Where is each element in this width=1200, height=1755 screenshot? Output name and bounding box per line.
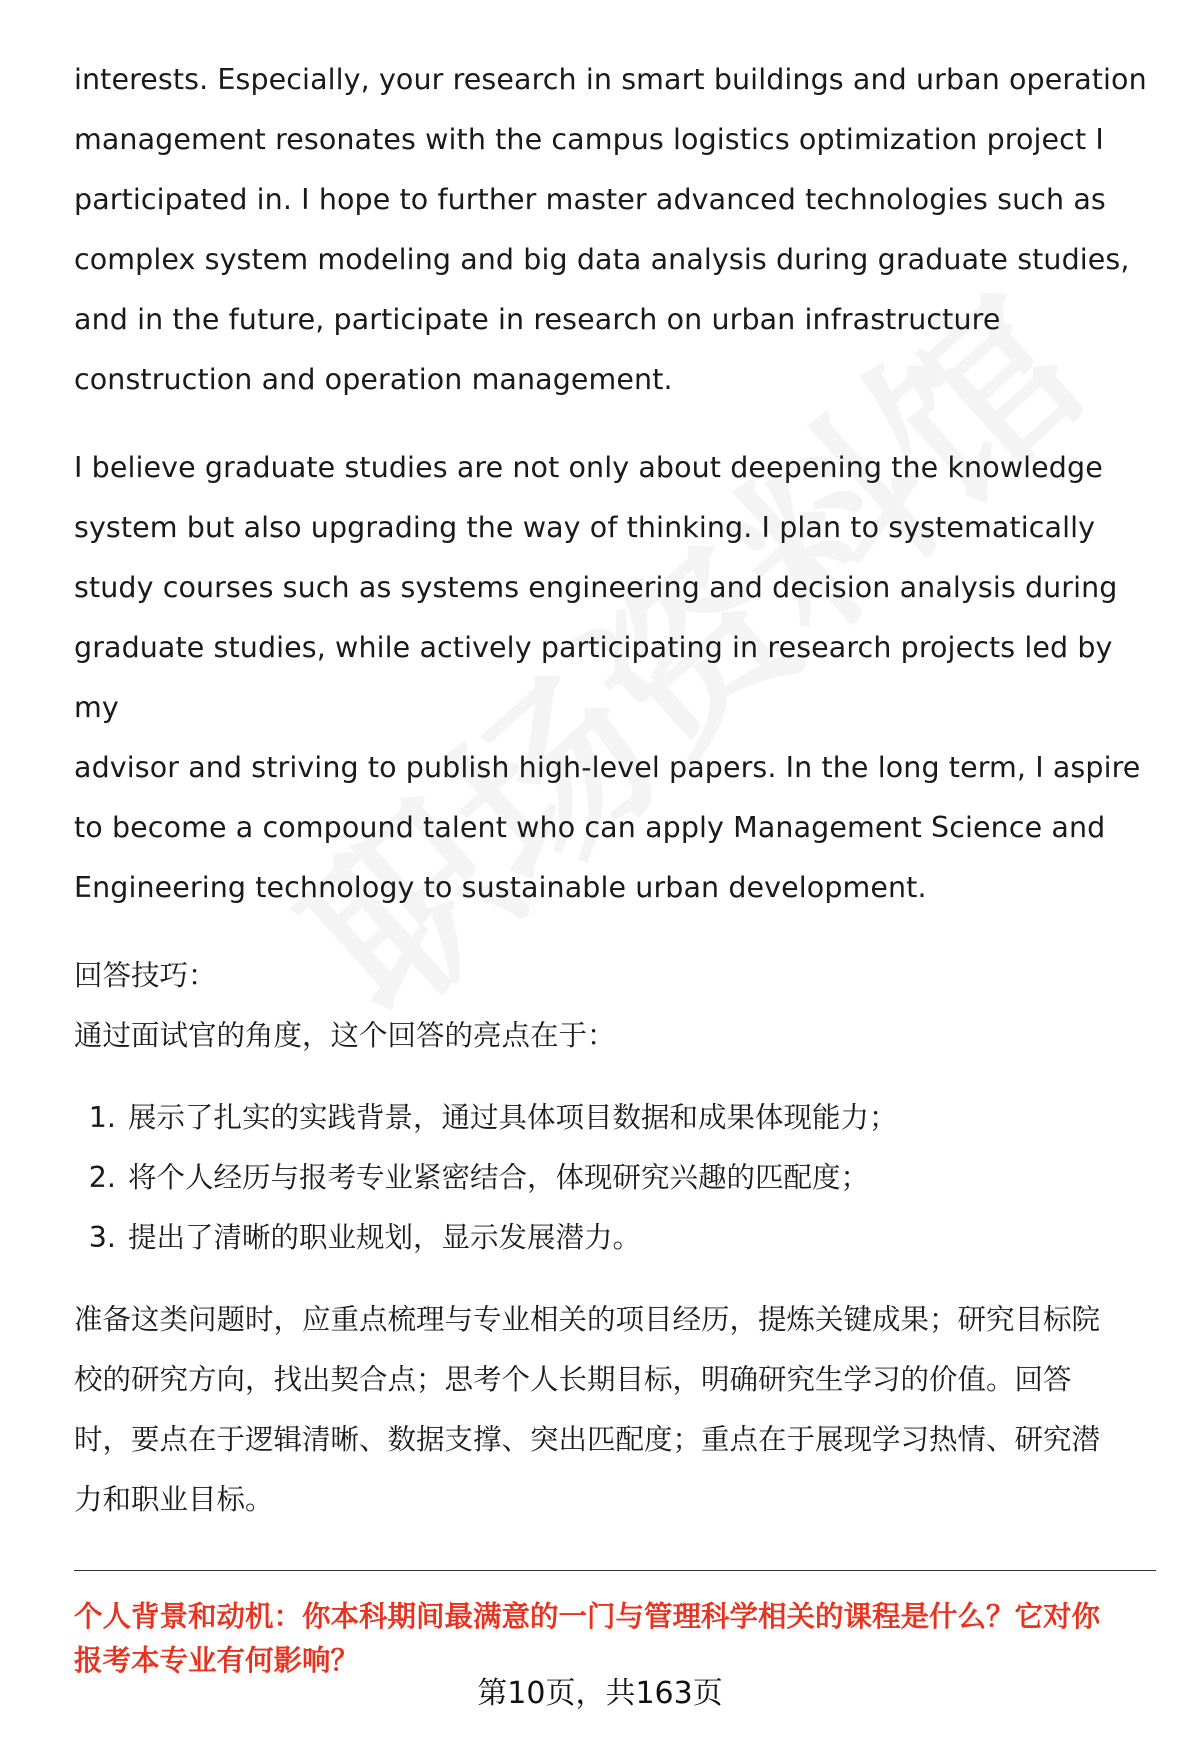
text-line: 个人背景和动机：你本科期间最满意的一门与管理科学相关的课程是什么？它对你 <box>74 1600 1101 1633</box>
text-line: 准备这类问题时，应重点梳理与专业相关的项目经历，提炼关键成果；研究目标院 <box>74 1303 1101 1336</box>
tips-intro: 通过面试官的角度，这个回答的亮点在于： <box>74 1019 616 1052</box>
list-number: 3. <box>88 1221 116 1254</box>
list-item-text: 展示了扎实的实践背景，通过具体项目数据和成果体现能力； <box>128 1101 898 1134</box>
list-item <box>74 1148 1156 1208</box>
document-page <box>74 50 1156 1683</box>
text-line: advisor and striving to publish high-level papers. In the long term, I aspire <box>74 751 1141 784</box>
answer-paragraph-1 <box>74 50 1156 410</box>
list-item <box>74 1208 1156 1268</box>
text-line: participated in. I hope to further master advanced technologies such as <box>74 183 1106 216</box>
next-question-heading <box>74 1595 1156 1683</box>
list-number: 1. <box>88 1101 116 1134</box>
tips-list <box>74 1088 1156 1268</box>
text-line: 报考本专业有何影响？ <box>74 1644 360 1677</box>
list-number: 2. <box>88 1161 116 1194</box>
text-line: study courses such as systems engineering and decision analysis during <box>74 571 1118 604</box>
text-line: 时，要点在于逻辑清晰、数据支撑、突出匹配度；重点在于展现学习热情、研究潜 <box>74 1423 1101 1456</box>
text-line: construction and operation management. <box>74 363 673 396</box>
list-item-text: 将个人经历与报考专业紧密结合，体现研究兴趣的匹配度； <box>128 1161 870 1194</box>
section-divider <box>74 1570 1156 1571</box>
text-line: to become a compound talent who can apply Management Science and <box>74 811 1106 844</box>
text-line: and in the future, participate in research on urban infrastructure <box>74 303 1001 336</box>
text-line: Engineering technology to sustainable urban development. <box>74 871 927 904</box>
page-number-footer: 第10页，共163页 <box>477 1676 723 1711</box>
text-line: complex system modeling and big data analysis during graduate studies, <box>74 243 1130 276</box>
tips-heading: 回答技巧： <box>74 959 217 992</box>
preparation-paragraph <box>74 1290 1156 1530</box>
text-line: 校的研究方向，找出契合点；思考个人长期目标，明确研究生学习的价值。回答 <box>74 1363 1072 1396</box>
answer-paragraph-2 <box>74 438 1156 918</box>
list-item <box>74 1088 1156 1148</box>
text-line: I believe graduate studies are not only about deepening the knowledge <box>74 451 1103 484</box>
text-line: interests. Especially, your research in smart buildings and urban operation <box>74 63 1147 96</box>
text-line: system but also upgrading the way of thinking. I plan to systematically <box>74 511 1096 544</box>
text-line: management resonates with the campus logistics optimization project I <box>74 123 1104 156</box>
text-line: 力和职业目标。 <box>74 1483 274 1516</box>
list-item-text: 提出了清晰的职业规划，显示发展潜力。 <box>128 1221 642 1254</box>
text-line: graduate studies, while actively participating in research projects led by my <box>74 631 1113 724</box>
